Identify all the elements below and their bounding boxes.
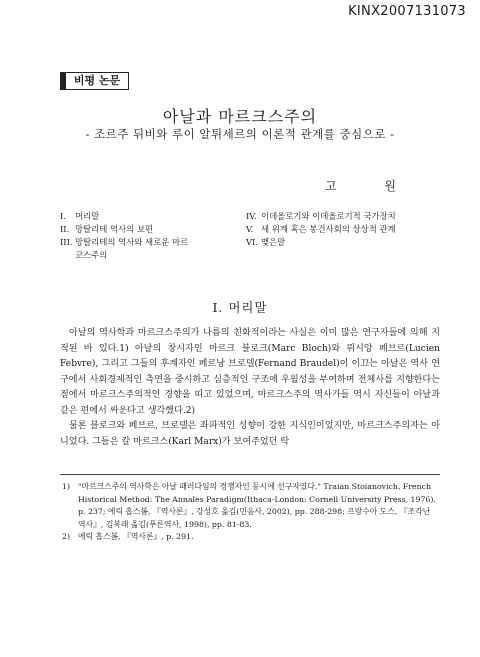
toc-item-number: II. <box>60 224 70 234</box>
body-paragraph: 아날의 역사학과 마르크스주의가 나름의 친화적이라는 사실은 이미 많은 연구자들에 의해 지적된 바 있다.1) 아날의 창시자인 마르크 블로크(Marc Bloch)와 뤼시앙 페브르(Lucien Febvre), 그리고 그들의 후계자인 페르낭 브로델(Fernand Braudel)이 이끄는 아날은 역사 연구에서 사회경제적인 측면을 중시하고 심층적인 구조에 우월성을 부여하며 전체사를 지향한다는 점에서 마르크스주의적인 경향을 띠고 있었으며, 마르크스주의 역사가들 역시 자신들이 아날과 같은 편에서 싸운다고 생각했다.2) <box>60 328 440 416</box>
toc-item-label: 맺은말 <box>261 237 286 247</box>
article-title: 아날과 마르크스주의 <box>162 107 318 126</box>
toc-item-number: III. <box>60 237 73 247</box>
body-paragraph: 물론 블로크와 페브르, 브로델은 좌파적인 성향이 강한 지식인이었지만, 마르크스주의자는 아니었다. 그들은 칼 마르크스(Karl Marx)가 보여주었던 탁 <box>60 421 440 447</box>
toc-item-label: 이데올로기와 이데올로기적 국가장치 <box>261 211 396 221</box>
footnote-text: "마르크스주의 역사학은 아날 패러다임의 경쟁자인 동시에 선구자였다." Traian Stoianovich, French Historical Method: The Annales Paradigm(Ithaca-London: Cornell University Press, 1976), p. 237; 에릭 홉스봄, 『역사론』, 강성호 옮김(민음사, 2002), pp. 288-298; 프랑수아 도스, 『조각난 역사』, 김복래 옮김(푸른역사, 1998), pp. 81-83. <box>78 482 436 529</box>
toc-item <box>246 210 436 223</box>
toc-item-label: 세 위계 혹은 봉건사회의 상상적 관계 <box>261 224 396 234</box>
toc-item <box>60 210 245 223</box>
footnote-text: 에릭 홉스봄, 『역사론』, p. 291. <box>78 532 194 541</box>
section-tag: 비평 논문 <box>60 72 129 90</box>
footnote <box>60 481 440 531</box>
toc-item-label: 머리말 <box>75 211 100 221</box>
footnote-divider <box>60 474 440 475</box>
toc-item <box>60 236 245 262</box>
toc-item-number: I. <box>60 211 66 221</box>
footnote <box>60 531 440 544</box>
toc-left-column <box>60 210 245 262</box>
footnotes <box>60 481 440 544</box>
toc-item-number: V. <box>246 224 254 234</box>
toc-item-label: 망탈리테 역사의 보편 <box>75 224 154 234</box>
author-name: 고 원 <box>325 179 418 193</box>
article-subtitle: - 조르주 뒤비와 루이 알튀세르의 이론적 관계를 중심으로 - <box>85 127 395 141</box>
body-text <box>60 326 440 450</box>
section-heading: I. 머리말 <box>212 300 268 315</box>
toc-item <box>60 223 245 236</box>
footnote-number: 2) <box>62 532 71 541</box>
toc-item-number: IV. <box>246 211 257 221</box>
toc-right-column <box>246 210 436 249</box>
document-id: KINX2007131073 <box>348 4 466 19</box>
toc-item-number: VI. <box>246 237 259 247</box>
footnote-number: 1) <box>62 482 71 491</box>
toc-item <box>246 236 436 249</box>
toc-item-label: 망탈리테의 역사와 새로운 마르코스주의 <box>75 237 189 260</box>
toc-item <box>246 223 436 236</box>
